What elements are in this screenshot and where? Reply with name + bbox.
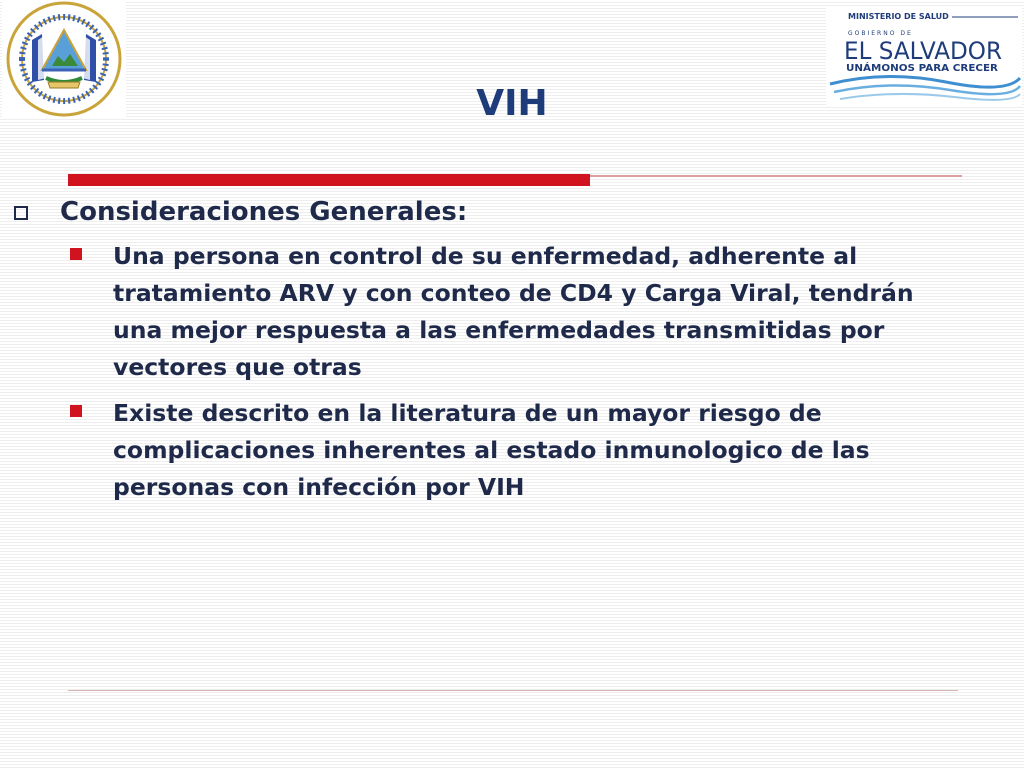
ministry-label: MINISTERIO DE SALUD	[848, 12, 949, 21]
footer-divider	[68, 690, 958, 691]
slogan-label: UNÁMONOS PARA CRECER	[846, 63, 986, 74]
bullet-text: Existe descrito en la literatura de un mayor riesgo de complicaciones inherentes al estado inmunologico de las personas con infección por VIH	[113, 399, 870, 501]
country-label: EL SALVADOR	[844, 37, 1002, 65]
bullet-text: Una persona en control de su enfermedad, adherente al tratamiento ARV y con conteo de CD4 y Carga Viral, tendrán una mejor respuesta a las enfermedades transmitidas por vectores que otras	[113, 242, 914, 381]
list-item	[70, 238, 993, 386]
slide-title: VIH	[476, 83, 548, 124]
red-square-bullet-icon	[70, 248, 82, 260]
red-square-bullet-icon	[70, 405, 82, 417]
heading-item	[14, 194, 467, 230]
hollow-square-bullet-icon	[14, 206, 28, 220]
title-underline-red	[68, 174, 590, 186]
gobierno-label: GOBIERNO DE	[848, 30, 913, 37]
section-heading: Consideraciones Generales:	[60, 197, 468, 227]
title-underline-thin	[590, 175, 962, 177]
list-item	[70, 395, 993, 506]
